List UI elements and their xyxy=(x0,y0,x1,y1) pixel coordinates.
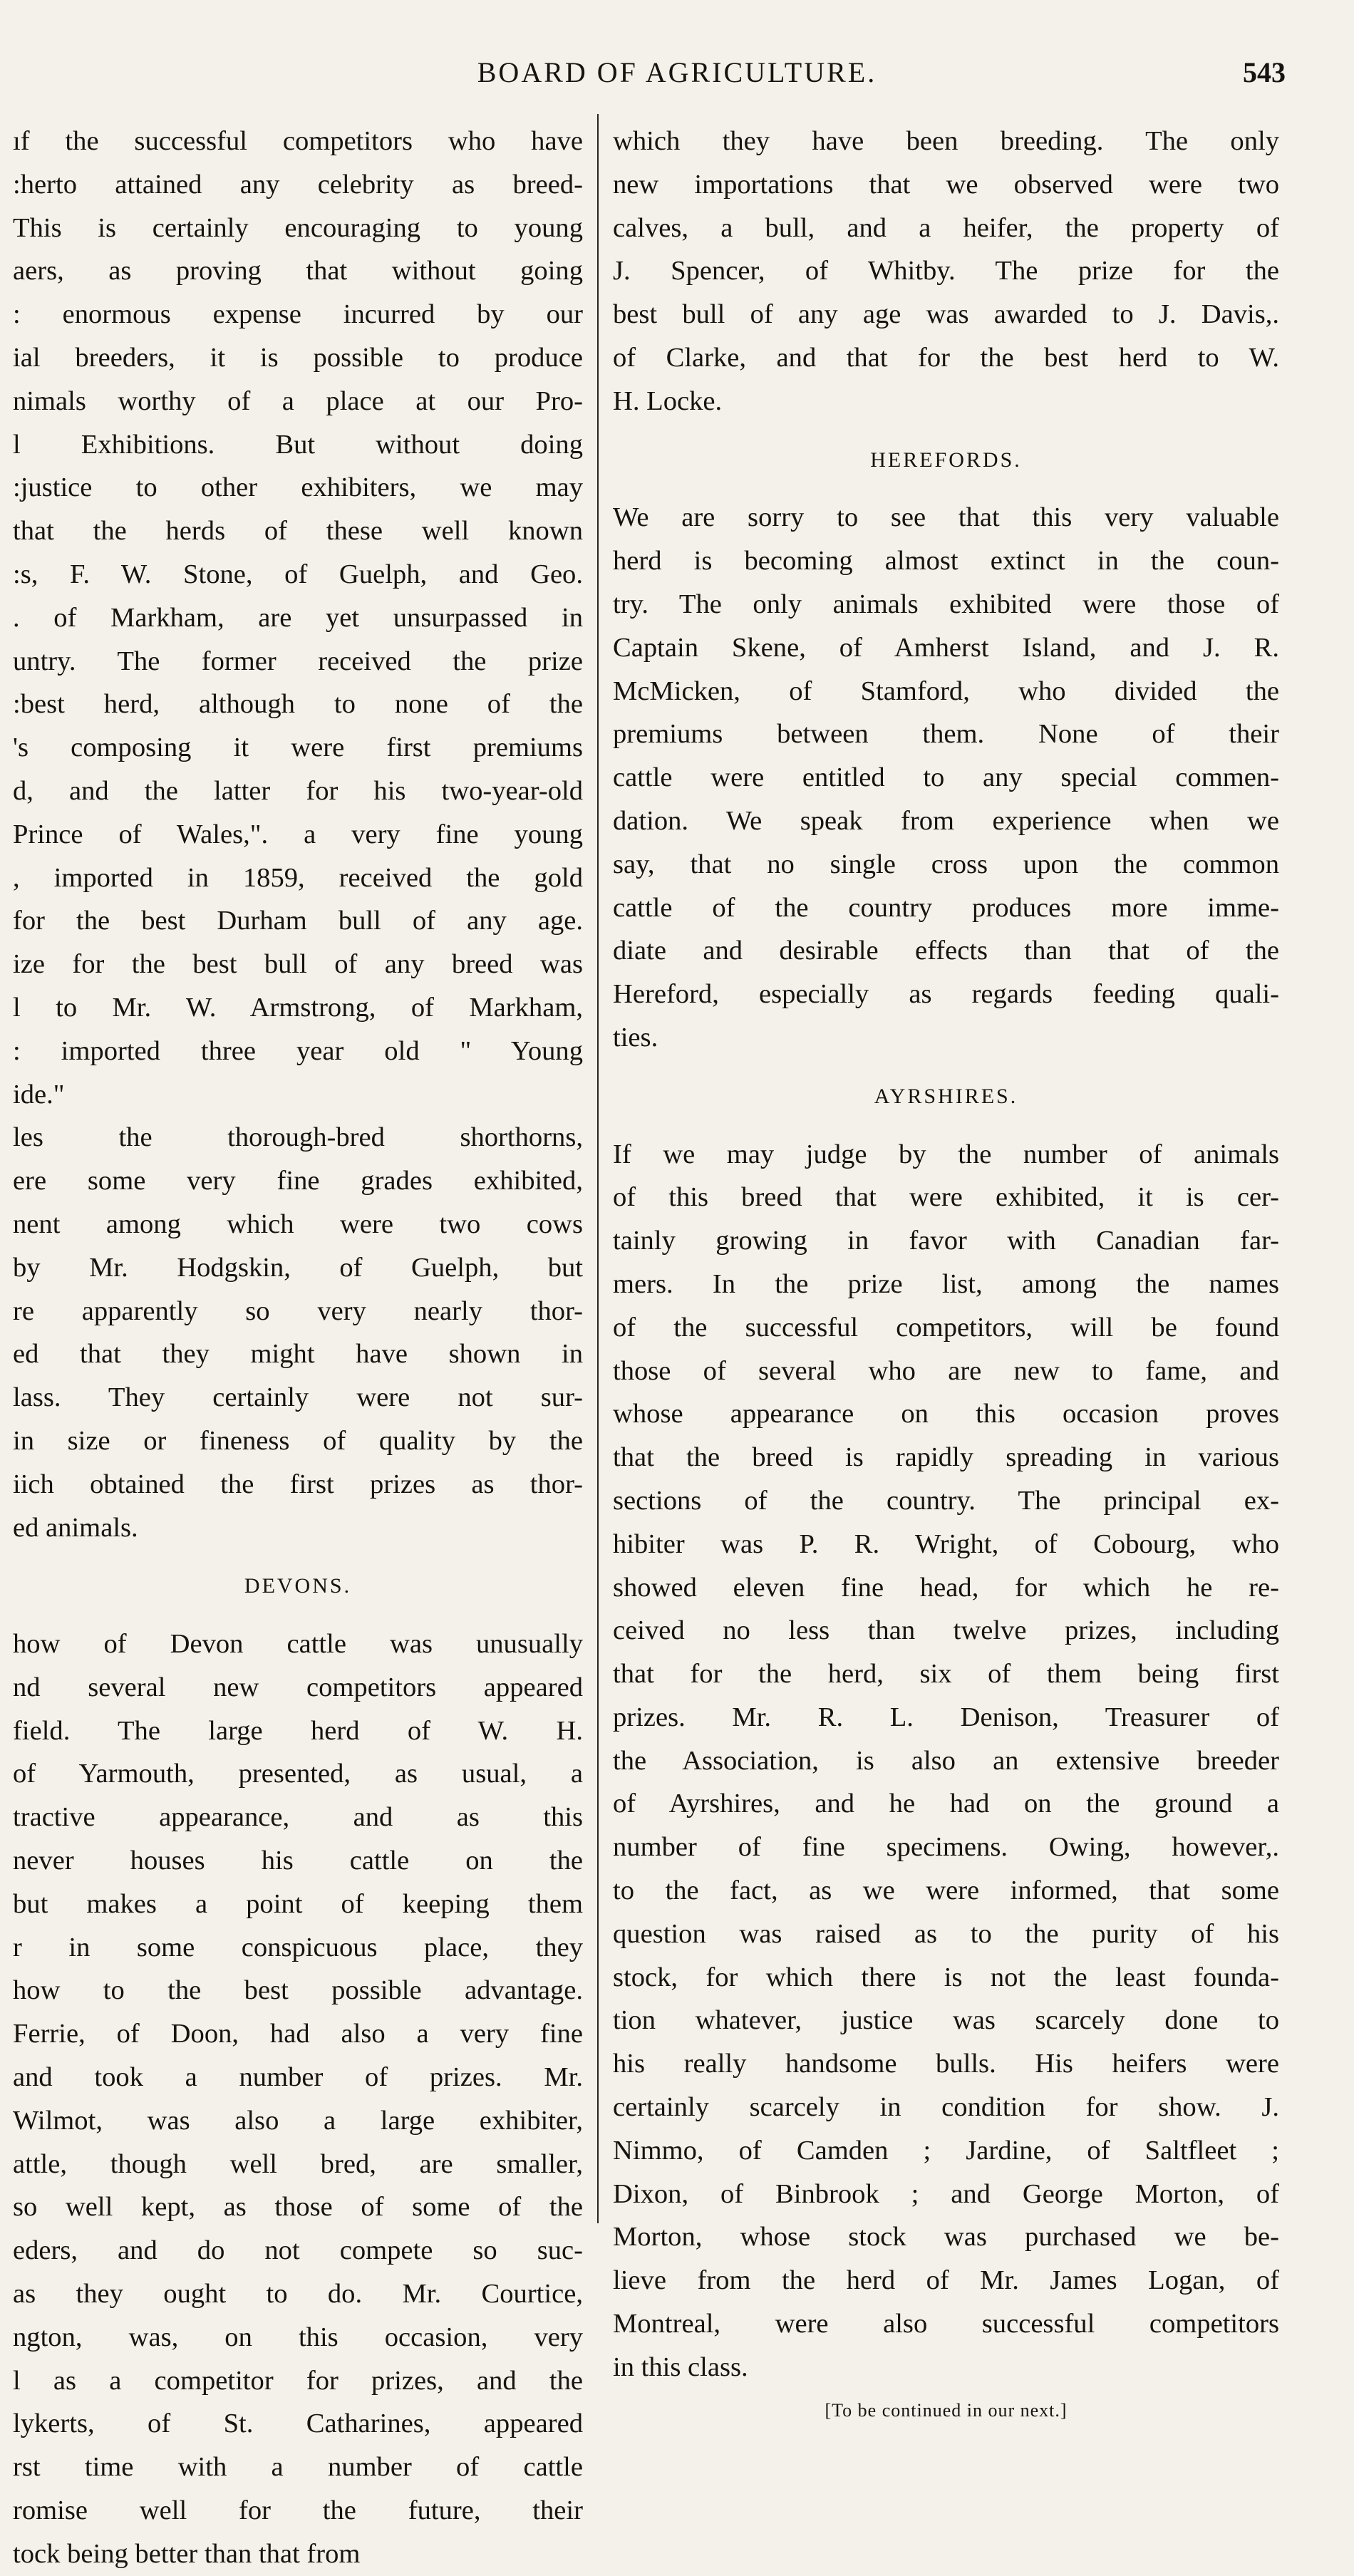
left-column xyxy=(13,120,583,2576)
text-line: never houses his cattle on the xyxy=(13,1846,583,1876)
text-line: those of several who are new to fame, and xyxy=(613,1355,1279,1386)
text-line: of Ayrshires, and he had on the ground a xyxy=(613,1789,1279,1819)
text-line: lieve from the herd of Mr. James Logan, of xyxy=(613,2265,1279,2296)
text-line: ere some very fine grades exhibited, xyxy=(13,1166,583,1196)
text-line: J. Spencer, of Whitby. The prize for the xyxy=(613,256,1279,286)
text-line: in this class. xyxy=(613,2352,748,2382)
continued-note: [To be continued in our next.] xyxy=(825,2399,1068,2421)
text-line: calves, a bull, and a heifer, the property of xyxy=(613,212,1279,243)
text-line: Captain Skene, of Amherst Island, and J. R. xyxy=(613,632,1279,663)
text-line: try. The only animals exhibited were those of xyxy=(613,589,1279,619)
text-line: stock, for which there is not the least founda- xyxy=(613,1962,1279,1992)
left-paragraph-3 xyxy=(13,1623,583,2576)
section-heading-ayrshires: AYRSHIRES. xyxy=(874,1084,1018,1108)
text-line: of Clarke, and that for the best herd to W. xyxy=(613,342,1279,373)
text-line: dation. We speak from experience when we xyxy=(613,805,1279,836)
text-line: cattle were entitled to any special commen- xyxy=(613,762,1279,793)
text-line: iich obtained the first prizes as thor- xyxy=(13,1469,583,1499)
text-line: that the breed is rapidly spreading in various xyxy=(613,1442,1279,1473)
text-line: best bull of any age was awarded to J. Davis,. xyxy=(613,299,1279,330)
text-line: Ferrie, of Doon, had also a very fine xyxy=(13,2019,583,2049)
text-line: H. Locke. xyxy=(613,386,723,416)
text-line: . of Markham, are yet unsurpassed in xyxy=(13,602,583,633)
text-line: ize for the best bull of any breed was xyxy=(13,949,583,980)
text-line: his really handsome bulls. His heifers were xyxy=(613,2049,1279,2079)
text-line: of the successful competitors, will be found xyxy=(613,1312,1279,1343)
text-line: untry. The former received the prize xyxy=(13,646,583,676)
text-line: that the herds of these well known xyxy=(13,516,583,547)
text-line: , imported in 1859, received the gold xyxy=(13,862,583,893)
text-line: whose appearance on this occasion proves xyxy=(613,1399,1279,1429)
text-line: :justice to other exhibiters, we may xyxy=(13,472,583,503)
text-line: which they have been breeding. The only xyxy=(613,126,1279,156)
section-heading-devons: DEVONS. xyxy=(244,1574,352,1598)
right-paragraph-3 xyxy=(613,1133,1279,2389)
text-line: ties. xyxy=(613,1022,658,1052)
text-line: to the fact, as we were informed, that some xyxy=(613,1876,1279,1906)
text-line: say, that no single cross upon the common xyxy=(613,849,1279,879)
text-line: Prince of Wales,". a very fine young xyxy=(13,819,583,849)
text-line: but makes a point of keeping them xyxy=(13,1888,583,1919)
text-line: l Exhibitions. But without doing xyxy=(13,429,583,460)
right-paragraph-1 xyxy=(613,120,1279,423)
text-line: If we may judge by the number of animals xyxy=(613,1139,1279,1169)
text-line: re apparently so very nearly thor- xyxy=(13,1295,583,1326)
text-line: l to Mr. W. Armstrong, of Markham, xyxy=(13,992,583,1023)
text-line: herd is becoming almost extinct in the coun- xyxy=(613,546,1279,576)
text-line: : enormous expense incurred by our xyxy=(13,299,583,330)
text-line: tock being better than that from xyxy=(13,2538,361,2569)
text-line: and took a number of prizes. Mr. xyxy=(13,2062,583,2093)
text-line: d, and the latter for his two-year-old xyxy=(13,775,583,806)
text-line: for the best Durham bull of any age. xyxy=(13,906,583,936)
left-paragraph-2 xyxy=(13,1116,583,1549)
text-line: ial breeders, it is possible to produce xyxy=(13,342,583,373)
left-paragraph-1 xyxy=(13,120,583,1116)
text-line: sections of the country. The principal ex- xyxy=(613,1485,1279,1516)
text-line: showed eleven fine head, for which he re- xyxy=(613,1572,1279,1603)
text-line: ide." xyxy=(13,1079,65,1109)
text-line: ıf the successful competitors who have xyxy=(13,126,583,156)
text-line: Montreal, were also successful competitors xyxy=(613,2309,1279,2339)
text-line: Wilmot, was also a large exhibiter, xyxy=(13,2105,583,2136)
text-line: This is certainly encouraging to young xyxy=(13,212,583,243)
text-line: as they ought to do. Mr. Courtice, xyxy=(13,2279,583,2309)
column-divider xyxy=(597,114,599,2223)
text-line: romise well for the future, their xyxy=(13,2495,583,2526)
running-title: BOARD OF AGRICULTURE. xyxy=(477,56,877,88)
text-line: :herto attained any celebrity as breed- xyxy=(13,169,583,200)
text-line: prizes. Mr. R. L. Denison, Treasurer of xyxy=(613,1702,1279,1732)
text-line: lass. They certainly were not sur- xyxy=(13,1382,583,1413)
text-line: : imported three year old " Young xyxy=(13,1035,583,1066)
text-line: nent among which were two cows xyxy=(13,1209,583,1239)
text-line: McMicken, of Stamford, who divided the xyxy=(613,676,1279,706)
text-line: number of fine specimens. Owing, however,. xyxy=(613,1832,1279,1863)
text-line: cattle of the country produces more imme- xyxy=(613,892,1279,923)
text-line: Nimmo, of Camden ; Jardine, of Saltfleet ; xyxy=(613,2135,1279,2166)
text-line: Hereford, especially as regards feeding quali- xyxy=(613,979,1279,1010)
text-line: aers, as proving that without going xyxy=(13,256,583,286)
text-line: rst time with a number of cattle xyxy=(13,2452,583,2483)
text-line: field. The large herd of W. H. xyxy=(13,1715,583,1746)
text-line: les the thorough-bred shorthorns, xyxy=(13,1122,583,1153)
text-line: We are sorry to see that this very valuable xyxy=(613,502,1279,533)
text-line: so well kept, as those of some of the xyxy=(13,2192,583,2223)
text-line: l as a competitor for prizes, and the xyxy=(13,2365,583,2396)
text-line: :best herd, although to none of the xyxy=(13,689,583,720)
text-line: tainly growing in favor with Canadian far- xyxy=(613,1226,1279,1256)
text-line: :s, F. W. Stone, of Guelph, and Geo. xyxy=(13,559,583,589)
text-line: how of Devon cattle was unusually xyxy=(13,1629,583,1660)
text-line: how to the best possible advantage. xyxy=(13,1975,583,2006)
text-line: in size or fineness of quality by the xyxy=(13,1425,583,1456)
text-line: Morton, whose stock was purchased we be- xyxy=(613,2222,1279,2252)
text-line: of Yarmouth, presented, as usual, a xyxy=(13,1759,583,1789)
text-line: 's composing it were first premiums xyxy=(13,733,583,763)
text-line: hibiter was P. R. Wright, of Cobourg, who xyxy=(613,1528,1279,1559)
text-line: ngton, was, on this occasion, very xyxy=(13,2322,583,2352)
text-line: eders, and do not compete so suc- xyxy=(13,2235,583,2266)
text-line: new importations that we observed were two xyxy=(613,169,1279,200)
right-column xyxy=(613,120,1279,2432)
page-header xyxy=(0,56,1354,105)
text-line: ed that they might have shown in xyxy=(13,1339,583,1370)
text-line: tion whatever, justice was scarcely done to xyxy=(613,2005,1279,2036)
page-number: 543 xyxy=(1243,56,1286,88)
text-line: attle, though well bred, are smaller, xyxy=(13,2148,583,2179)
text-line: the Association, is also an extensive breeder xyxy=(613,1745,1279,1776)
right-paragraph-2 xyxy=(613,496,1279,1059)
text-line: ed animals. xyxy=(13,1512,138,1543)
text-line: question was raised as to the purity of his xyxy=(613,1918,1279,1949)
text-line: that for the herd, six of them being first xyxy=(613,1659,1279,1690)
text-line: lykerts, of St. Catharines, appeared xyxy=(13,2409,583,2439)
text-line: ceived no less than twelve prizes, including xyxy=(613,1615,1279,1646)
text-line: nimals worthy of a place at our Pro- xyxy=(13,386,583,416)
text-line: Dixon, of Binbrook ; and George Morton, of xyxy=(613,2178,1279,2209)
text-line: certainly scarcely in condition for show. J. xyxy=(613,2092,1279,2123)
text-line: tractive appearance, and as this xyxy=(13,1802,583,1833)
section-heading-herefords: HEREFORDS. xyxy=(870,448,1022,472)
text-line: of this breed that were exhibited, it is cer- xyxy=(613,1182,1279,1213)
text-line: diate and desirable effects than that of the xyxy=(613,936,1279,966)
text-line: r in some conspicuous place, they xyxy=(13,1932,583,1962)
text-line: by Mr. Hodgskin, of Guelph, but xyxy=(13,1252,583,1283)
text-line: mers. In the prize list, among the names xyxy=(613,1268,1279,1299)
text-line: nd several new competitors appeared xyxy=(13,1672,583,1702)
text-line: premiums between them. None of their xyxy=(613,719,1279,750)
